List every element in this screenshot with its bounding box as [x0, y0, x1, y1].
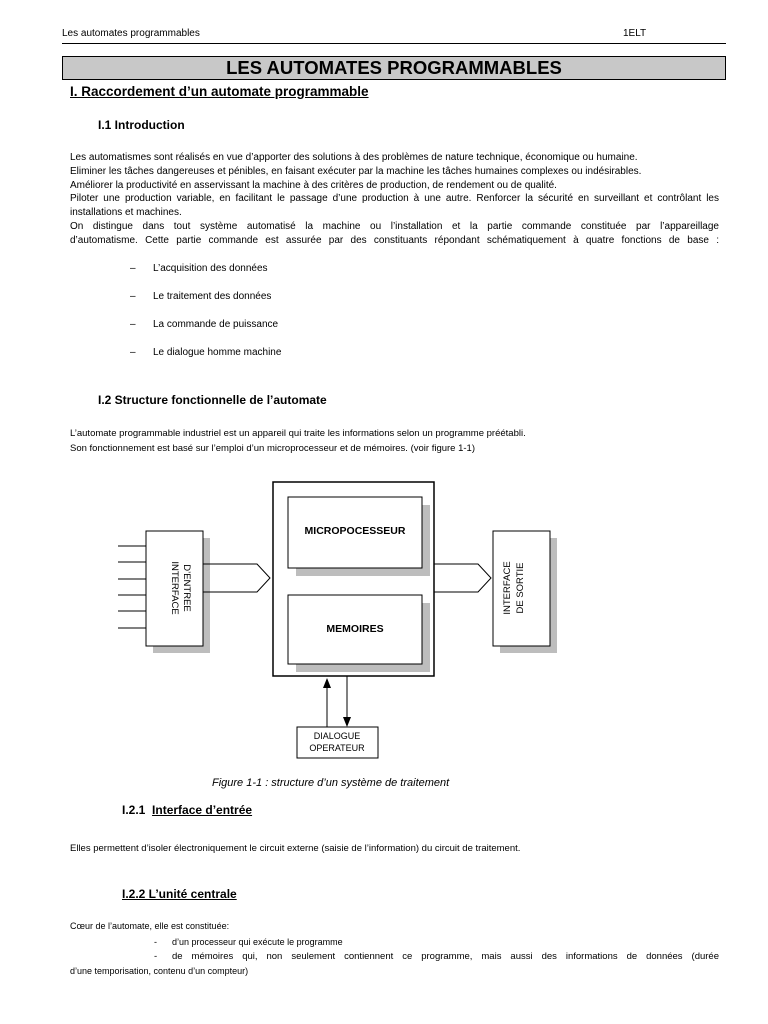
bullet-dash: – — [130, 291, 136, 302]
item-dash: - — [154, 937, 157, 947]
output-bus-arrow — [434, 564, 491, 592]
page-header-left: Les automates programmables — [62, 28, 200, 39]
structure-line: Son fonctionnement est basé sur l’emploi d’un microprocesseur et de mémoires. (voir figure 1-1) — [70, 443, 475, 454]
intro-line: installations et machines. — [70, 207, 182, 219]
input-interface-text: Elles permettent d’isoler électroniquement le circuit externe (saisie de l’information) du circuit de traitement. — [70, 843, 521, 854]
intro-line: Les automatismes sont réalisés en vue d’apporter des solutions à des problèmes de nature technique, économique ou humaine. — [70, 152, 638, 163]
list-item-label: d’un processeur qui exécute le programme — [172, 937, 343, 947]
structure-line: L’automate programmable industriel est un appareil qui traite les informations selon un programme préétabli. — [70, 428, 526, 439]
input-interface-label: D’ENTREE — [181, 564, 192, 612]
intro-line: Améliorer la productivité en asservissant la machine à des critères de production, de rendement ou de qualité. — [70, 179, 557, 191]
list-item — [154, 951, 719, 962]
list-item — [130, 291, 271, 302]
header-rule — [62, 43, 726, 44]
intro-line: On distingue dans tout système automatisé la machine ou l’installation et la partie commande constituée par l’appareillage — [70, 220, 719, 232]
intro-line: Eliminer les tâches dangereuses et pénibles, en faisant exécuter par la machine les tâches humaines complexes ou indésirables. — [70, 165, 642, 177]
list-item — [130, 319, 278, 330]
list-item-label: La commande de puissance — [153, 319, 279, 330]
section-number: I.2.1 — [122, 803, 146, 817]
structure-heading: I.2 Structure fonctionnelle de l’automate — [98, 393, 327, 407]
input-lines — [118, 546, 146, 628]
figure-caption: Figure 1-1 : structure d’un système de traitement — [212, 777, 450, 789]
input-interface-label: INTERFACE — [169, 561, 180, 615]
list-item-continuation: d’une temporisation, contenu d’un compteur) — [70, 966, 249, 976]
page-title: LES AUTOMATES PROGRAMMABLES — [62, 56, 726, 80]
list-item-label: de mémoires qui, non seulement contiennent ce programme, mais aussi des informations de données (durée — [172, 951, 719, 962]
intro-paragraph — [70, 151, 719, 248]
bullet-dash: – — [130, 263, 136, 274]
list-item — [154, 937, 343, 947]
operator-arrows — [323, 676, 351, 727]
item-dash: - — [154, 951, 158, 962]
output-interface-label: DE SORTIE — [515, 562, 526, 614]
list-item-label: Le traitement des données — [153, 291, 272, 302]
memory-label: MEMOIRES — [326, 623, 384, 635]
section-title: Interface d’entrée — [152, 803, 253, 817]
section-heading: I. Raccordement d’un automate programmable — [70, 84, 369, 99]
input-bus-arrow — [203, 564, 270, 592]
cpu-intro: Cœur de l’automate, elle est constituée: — [70, 921, 230, 931]
intro-heading: I.1 Introduction — [98, 118, 185, 132]
list-item — [130, 263, 268, 274]
operator-label: OPERATEUR — [309, 743, 365, 753]
list-item-label: L’acquisition des données — [153, 263, 268, 274]
cpu-label: MICROPOCESSEUR — [304, 525, 406, 537]
operator-label: DIALOGUE — [313, 731, 361, 741]
structure-diagram — [0, 470, 768, 770]
bullet-dash: – — [130, 319, 136, 330]
list-item — [130, 347, 281, 358]
page-header-right: 1ELT — [623, 28, 647, 39]
input-interface-heading — [122, 803, 252, 817]
intro-line: d’automatisme. Cette partie commande est assurée par des constituants répondant schématiquement à quatre fonctions de base : — [70, 234, 719, 246]
output-interface-label: INTERFACE — [502, 561, 513, 615]
list-item-label: Le dialogue homme machine — [153, 347, 282, 358]
cpu-heading: I.2.2 L’unité centrale — [122, 887, 237, 901]
bullet-dash: – — [130, 347, 136, 358]
intro-line: Piloter une production variable, en facilitant le passage d’une production à une autre. Renforcer la sécurité en surveillant et contrôlant les — [70, 193, 719, 205]
